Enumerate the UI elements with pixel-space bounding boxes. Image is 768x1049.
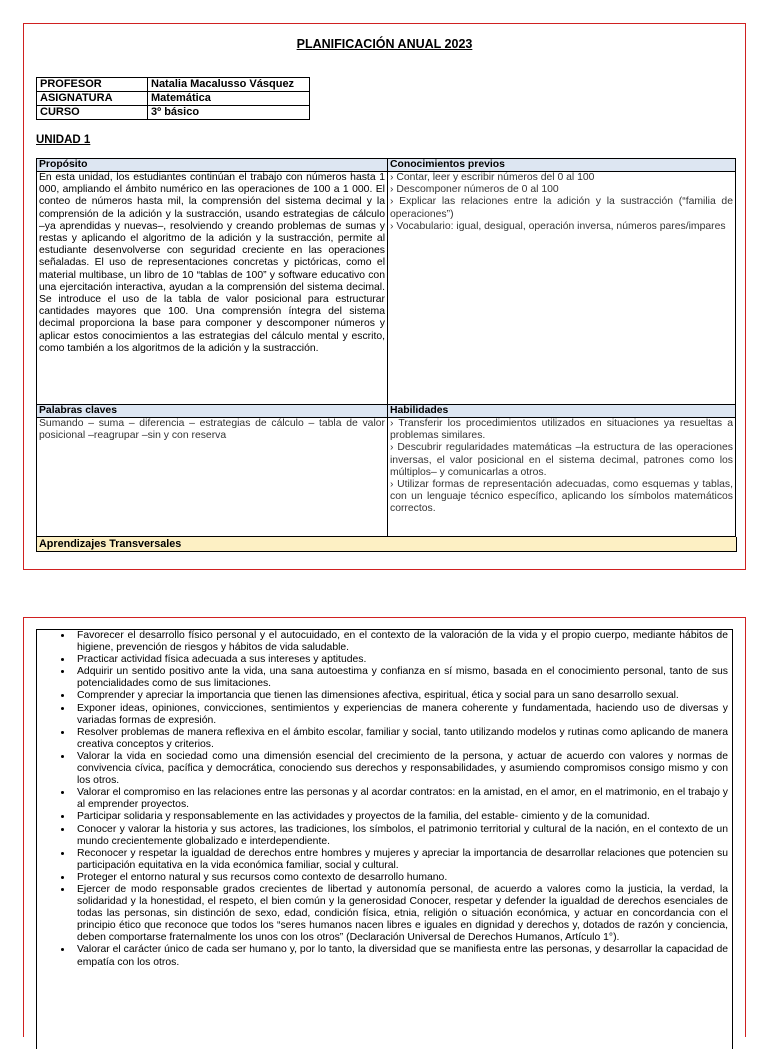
list-item: › Vocabulario: igual, desigual, operación inversa, números pares/impares [390, 220, 726, 232]
list-item: • Exponer ideas, opiniones, convicciones, sentimientos y experiencias de manera coherente y fundamentada, haciendo uso de diversas y variadas formas de expresión. [73, 703, 728, 727]
info-label: ASIGNATURA [37, 92, 148, 106]
info-row-asignatura [37, 92, 310, 106]
list-item: • Valorar la vida en sociedad como una dimensión esencial del crecimiento de la persona, y actuar de acuerdo con valores y normas de convivencia cívica, pacífica y democrática, conociendo sus derechos y responsabilidades, y asumiendo compromisos consigo mismo y con los otros. [73, 751, 728, 787]
conocimientos-header: Conocimientos previos [388, 159, 736, 172]
transversales-header: Aprendizajes Transversales [36, 537, 737, 552]
proposito-text: En esta unidad, los estudiantes continúan el trabajo con números hasta 1 000, ampliando el ámbito numérico en las operaciones de 100 a 1 000. El conteo de números hasta mil, la comprensión del sistema decimal y la comprensión de la adición y la sustracción, usando estrategias de cálculo –ya aprendidas y nuevas–, resolviendo y creando problemas de sumas y restas y aplicando el algoritmo de la adición y la sustracción, permite al estudiante desenvolverse con seguridad creciente en las operaciones señaladas. El uso de representaciones concretas y pictóricas, como el material multibase, un libro de 10 “tablas de 100” y software educativo con una ejercitación interactiva, ayudan a la comprensión del sistema decimal. Se introduce el uso de la tabla de valor posicional para estructurar cantidades mayores que 100. Una comprensión íntegra del sistema decimal proporciona la base para componer y descomponer números y aplicar estos conocimientos a las estrategias del cálculo mental y escrito, como también a los algoritmos de la adición y la sustracción. [37, 172, 388, 405]
info-label: PROFESOR [37, 78, 148, 92]
list-item: • Comprender y apreciar la importancia que tienen las dimensiones afectiva, espiritual, ética y social para un sano desarrollo sexual. [73, 690, 728, 702]
list-item: › Descomponer números de 0 al 100 [390, 184, 559, 196]
document-title: PLANIFICACIÓN ANUAL 2023 [296, 37, 473, 51]
proposito-header: Propósito [37, 159, 388, 172]
info-table [36, 77, 310, 120]
habilidades-list [388, 418, 736, 537]
info-value: 3º básico [148, 106, 310, 120]
document-page-1 [23, 23, 746, 570]
info-value: Natalia Macalusso Vásquez [148, 78, 310, 92]
unit-table [36, 158, 736, 537]
list-item: • Conocer y valorar la historia y sus actores, las tradiciones, los símbolos, el patrimonio territorial y cultural de la nación, en el contexto de un mundo crecientemente globalizado e interdependiente. [73, 824, 728, 848]
list-item: › Explicar las relaciones entre la adición y la sustracción (“familia de operaciones”) [390, 196, 733, 220]
document-page-2 [23, 617, 746, 1037]
list-item: › Descubrir regularidades matemáticas –la estructura de las operaciones inversas, el valor posicional en el sistema decimal, patrones como los múltiplos– y comunicarlas a otros. [390, 442, 733, 478]
list-item: • Reconocer y respetar la igualdad de derechos entre hombres y mujeres y apreciar la importancia de desarrollar relaciones que potencien su participación equitativa en la vida económica familiar, social y cultural. [73, 848, 728, 872]
conocimientos-list [388, 172, 736, 405]
transversales-box [36, 629, 733, 1049]
list-item: › Transferir los procedimientos utilizados en situaciones ya resueltas a problemas similares. [390, 418, 733, 442]
list-item: • Favorecer el desarrollo físico personal y el autocuidado, en el contexto de la valoración de la vida y el propio cuerpo, mediante hábitos de higiene, prevención de riesgos y hábitos de vida saludable. [73, 630, 728, 654]
list-item: • Resolver problemas de manera reflexiva en el ámbito escolar, familiar y social, tanto utilizando modelos y rutinas como aplicando de manera creativa conceptos y criterios. [73, 727, 728, 751]
info-label: CURSO [37, 106, 148, 120]
list-item: • Valorar el carácter único de cada ser humano y, por lo tanto, la diversidad que se manifiesta entre las personas, y desarrollar la capacidad de empatía con los otros. [73, 944, 728, 968]
info-row-curso [37, 106, 310, 120]
palabras-text: Sumando – suma – diferencia – estrategias de cálculo – tabla de valor posicional –reagrupar –sin y con reserva [37, 418, 388, 537]
palabras-header: Palabras claves [37, 405, 388, 418]
list-item: • Valorar el compromiso en las relaciones entre las personas y al acordar contratos: en la amistad, en el amor, en el matrimonio, en el trabajo y al emprender proyectos. [73, 787, 728, 811]
unit-title: UNIDAD 1 [36, 134, 91, 146]
transversales-list [37, 630, 732, 969]
list-item: • Adquirir un sentido positivo ante la vida, una sana autoestima y confianza en sí mismo, basada en el conocimiento personal, tanto de sus potencialidades como de sus limitaciones. [73, 666, 728, 690]
list-item: › Utilizar formas de representación adecuadas, como esquemas y tablas, con un lenguaje técnico específico, aplicando los símbolos matemáticos correctos. [390, 479, 733, 515]
list-item: • Participar solidaria y responsablemente en las actividades y proyectos de la familia, del estable- cimiento y de la comunidad. [73, 811, 728, 823]
info-row-profesor [37, 78, 310, 92]
list-item: › Contar, leer y escribir números del 0 al 100 [390, 172, 595, 183]
info-value: Matemática [148, 92, 310, 106]
list-item: • Proteger el entorno natural y sus recursos como contexto de desarrollo humano. [73, 872, 728, 884]
list-item: • Practicar actividad física adecuada a sus intereses y aptitudes. [73, 654, 728, 666]
habilidades-header: Habilidades [388, 405, 736, 418]
list-item: • Ejercer de modo responsable grados crecientes de libertad y autonomía personal, de acuerdo a valores como la justicia, la verdad, la solidaridad y la honestidad, el respeto, el bien común y la generosidad Conocer, respetar y defender la igualdad de derechos esenciales de todas las personas, sin distinción de sexo, edad, condición física, etnia, religión o situación económica, y actuar en concordancia con el principio ético que reconoce que todos los “seres humanos nacen libres e iguales en dignidad y derechos y, dotados de razón y conciencia, deben comportarse fraternalmente los unos con los otros” (Declaración Universal de Derechos Humanos, Artículo 1°). [73, 884, 728, 944]
